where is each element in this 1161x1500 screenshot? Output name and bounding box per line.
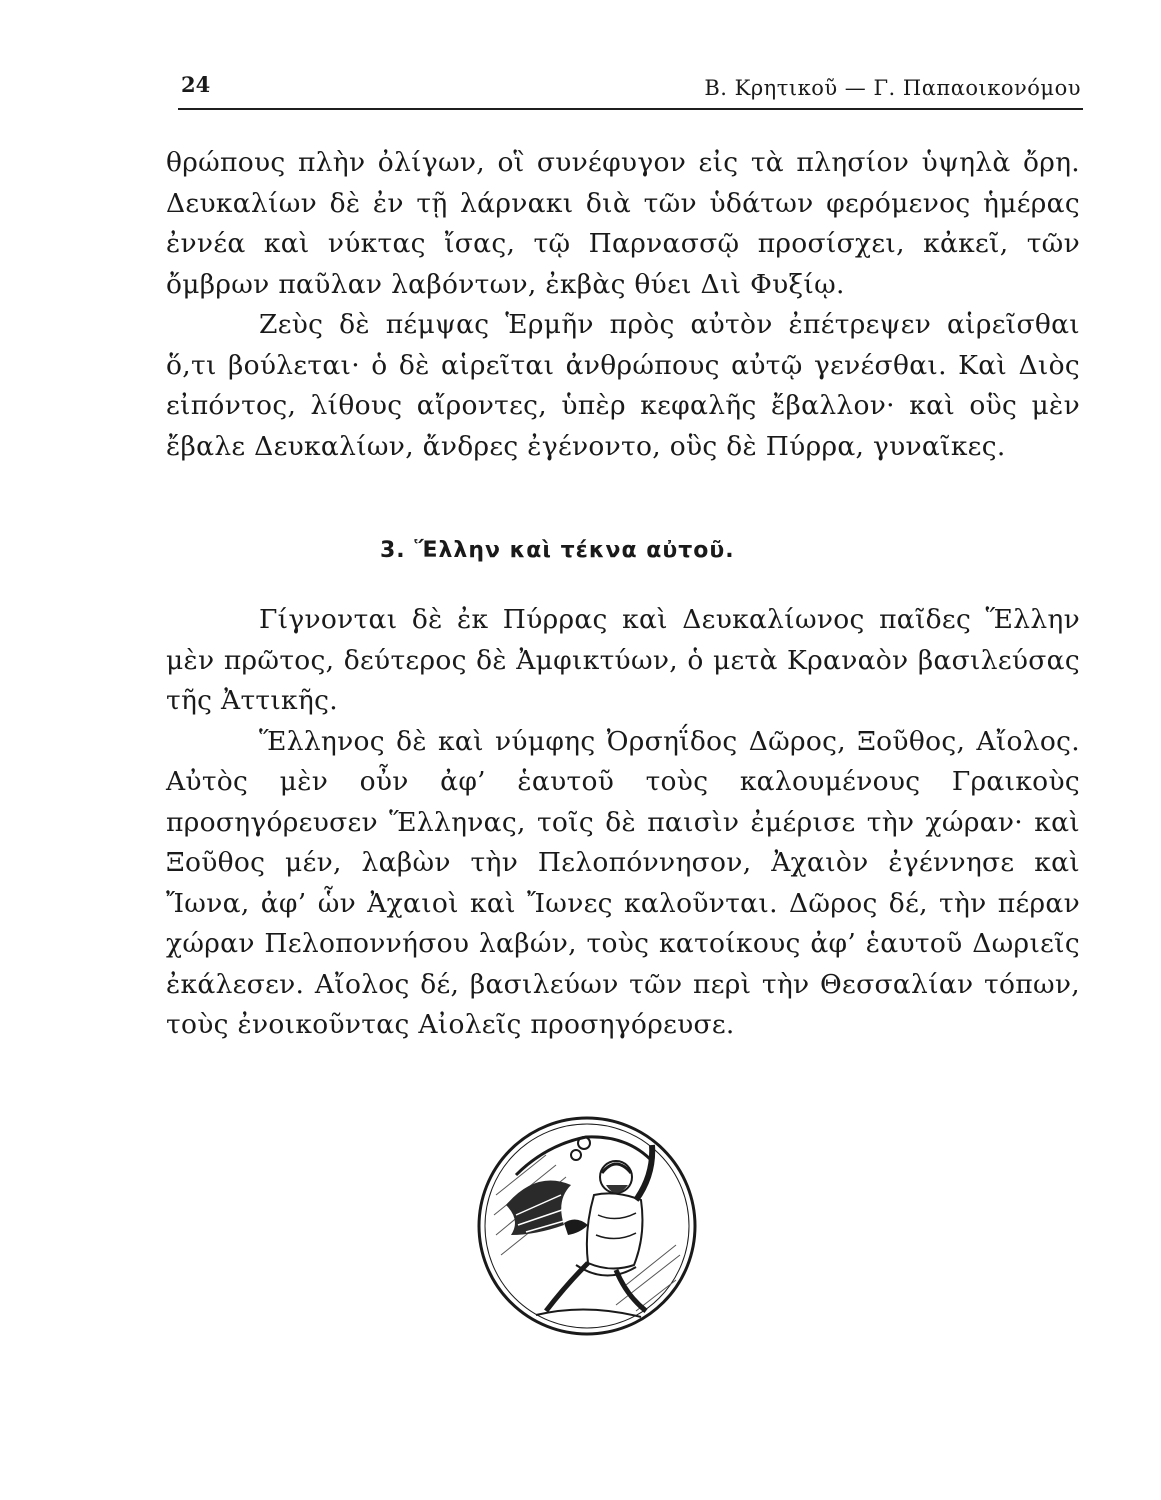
header-rule bbox=[178, 108, 1083, 110]
section-heading: 3. Ἕλλην καὶ τέκνα αὐτοῦ. bbox=[380, 538, 735, 563]
prometheus-eagle-vignette-icon bbox=[476, 1115, 698, 1337]
page-header bbox=[181, 72, 1081, 106]
text-block-top bbox=[166, 143, 1080, 467]
vignette-drawing bbox=[476, 1115, 698, 1337]
paragraph: Ζεὺς δὲ πέμψας Ἑρμῆν πρὸς αὐτὸν ἐπέτρεψεν αἱρεῖσθαι ὅ,τι βούλεται· ὁ δὲ αἱρεῖται ἀνθρώπους αὐτῷ γενέσθαι. Καὶ Διὸς εἰπόντος, λίθους αἴροντες, ὑπὲρ κεφαλῆς ἔβαλλον· καὶ οὓς μὲν ἔβαλε Δευκαλίων, ἄνδρες ἐγένοντο, οὓς δὲ Πύρρα, γυναῖκες. bbox=[166, 309, 1080, 462]
running-title: Β. Κρητικοῦ — Γ. Παπαοικονόμου bbox=[704, 76, 1081, 100]
paragraph: θρώπους πλὴν ὀλίγων, οἳ συνέφυγον εἰς τὰ πλησίον ὑψηλὰ ὄρη. Δευκαλίων δὲ ἐν τῇ λάρνακι διὰ τῶν ὑδάτων φερόμενος ἡμέρας ἐννέα καὶ νύκτας ἴσας, τῷ Παρνασσῷ προσίσχει, κἀκεῖ, τῶν ὄμβρων παῦλαν λαβόντων, ἐκβὰς θύει Διὶ Φυξίῳ. bbox=[166, 147, 1080, 300]
text-block-bottom bbox=[166, 600, 1080, 1046]
paragraph: Γίγνονται δὲ ἐκ Πύρρας καὶ Δευκαλίωνος παῖδες Ἕλλην μὲν πρῶτος, δεύτερος δὲ Ἀμφικτύων, ὁ μετὰ Κραναὸν βασιλεύσας τῆς Ἀττικῆς. bbox=[166, 604, 1080, 716]
page-number: 24 bbox=[181, 72, 211, 97]
paragraph: Ἕλληνος δὲ καὶ νύμφης Ὀρσηΐδος Δῶρος, Ξοῦθος, Αἴολος. Αὐτὸς μὲν οὖν ἀφ’ ἑαυτοῦ τοὺς καλουμένους Γραικοὺς προσηγόρευσεν Ἕλληνας, τοῖς δὲ παισὶν ἐμέρισε τὴν χώραν· καὶ Ξοῦθος μέν, λαβὼν τὴν Πελοπόννησον, Ἀχαιὸν ἐγέννησε καὶ Ἴωνα, ἀφ’ ὧν Ἀχαιοὶ καὶ Ἴωνες καλοῦνται. Δῶρος δέ, τὴν πέραν χώραν Πελοποννήσου λαβών, τοὺς κατοίκους ἀφ’ ἑαυτοῦ Δωριεῖς ἐκάλεσεν. Αἴολος δέ, βασιλεύων τῶν περὶ τὴν Θεσσαλίαν τόπων, τοὺς ἐνοικοῦντας Αἰολεῖς προσηγόρευσε. bbox=[166, 725, 1080, 1040]
